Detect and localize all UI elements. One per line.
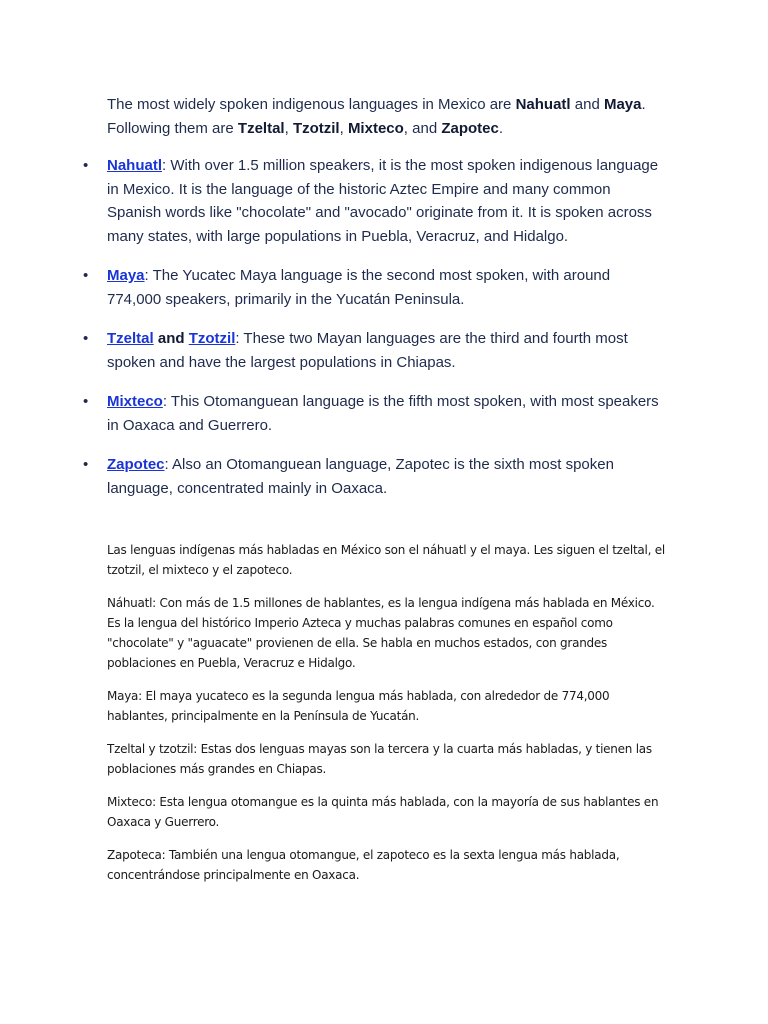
intro-bold-mixteco: Mixteco — [347, 119, 404, 137]
intro-bold-nahuatl: Nahuatl — [515, 96, 571, 113]
spanish-section — [107, 540, 667, 898]
link-tzeltal[interactable]: Tzeltal — [107, 330, 154, 347]
list-item-nahuatl — [83, 154, 667, 248]
list-item-text: : These two Mayan languages are the third and fourth most spoken and have the largest populations in Chiapas. — [107, 330, 628, 371]
spanish-paragraph-zapoteca: Zapoteca: También una lengua otomangue, el zapoteco es la sexta lengua más hablada, concentrándose principalmente en Oaxaca. — [107, 848, 620, 882]
list-item-text: : The Yucatec Maya language is the second most spoken, with around 774,000 speakers, primarily in the Yucatán Peninsula. — [107, 267, 611, 308]
spanish-paragraph-nahuatl: Náhuatl: Con más de 1.5 millones de hablantes, es la lengua indígena más hablada en México. Es la lengua del histórico Imperio Azteca y muchas palabras comunes en español como "chocolate" y "aguacate" provienen de ella. Se habla en muchos estados, con grandes poblaciones en Puebla, Veracruz e Hidalgo. — [107, 596, 655, 670]
list-item-zapotec — [83, 453, 667, 500]
list-item-tzeltal-tzotzil — [83, 327, 667, 374]
intro-bold-tzeltal: Tzeltal — [237, 119, 285, 137]
list-item-mixteco — [83, 390, 667, 437]
bullet-icon: • — [83, 157, 89, 174]
intro-text: and — [570, 96, 604, 113]
intro-text: . Following them are — [107, 96, 646, 137]
intro-bold-zapotec: Zapotec — [441, 119, 499, 137]
bullet-icon: • — [83, 456, 89, 473]
spanish-paragraph-tzeltal-tzotzil: Tzeltal y tzotzil: Estas dos lenguas mayas son la tercera y la cuarta más habladas, y tienen las poblaciones más grandes en Chiapas. — [107, 742, 652, 776]
list-item-joiner: and — [153, 330, 189, 347]
intro-text: , — [284, 119, 293, 137]
link-nahuatl[interactable]: Nahuatl — [107, 157, 163, 174]
list-item-text: : Also an Otomanguean language, Zapotec is the sixth most spoken language, concentrated mainly in Oaxaca. — [107, 456, 614, 497]
bullet-icon: • — [83, 393, 89, 410]
list-item-text: : With over 1.5 million speakers, it is the most spoken indigenous language in Mexico. It is the language of the historic Aztec Empire and many common Spanish words like "chocolate" and "avocado" originate from it. It is spoken across many states, with large populations in Puebla, Veracruz, and Hidalgo. — [107, 157, 659, 245]
intro-text: The most widely spoken indigenous languages in Mexico are — [107, 96, 516, 113]
spanish-paragraph-maya: Maya: El maya yucateco es la segunda lengua más hablada, con alrededor de 774,000 hablantes, principalmente en la Península de Yucatán. — [107, 689, 610, 723]
link-zapotec[interactable]: Zapotec — [107, 456, 165, 473]
intro-text: . — [498, 119, 504, 137]
intro-bold-maya: Maya — [603, 96, 642, 113]
spanish-paragraph-mixteco: Mixteco: Esta lengua otomangue es la quinta más hablada, con la mayoría de sus hablantes en Oaxaca y Guerrero. — [107, 795, 659, 829]
bullet-icon: • — [83, 267, 89, 284]
english-section — [83, 93, 667, 516]
language-list — [83, 154, 667, 500]
intro-text: , and — [403, 119, 442, 137]
spanish-paragraph-intro: Las lenguas indígenas más habladas en México son el náhuatl y el maya. Les siguen el tzeltal, el tzotzil, el mixteco y el zapoteco. — [107, 543, 665, 577]
bullet-icon: • — [83, 330, 89, 347]
link-maya[interactable]: Maya — [107, 267, 145, 284]
intro-bold-tzotzil: Tzotzil — [292, 119, 340, 137]
link-mixteco[interactable]: Mixteco — [107, 393, 163, 410]
list-item-maya — [83, 264, 667, 311]
link-tzotzil[interactable]: Tzotzil — [188, 330, 236, 347]
intro-text: , — [339, 119, 348, 137]
intro-paragraph — [107, 93, 667, 140]
list-item-text: : This Otomanguean language is the fifth most spoken, with most speakers in Oaxaca and Guerrero. — [107, 393, 659, 434]
